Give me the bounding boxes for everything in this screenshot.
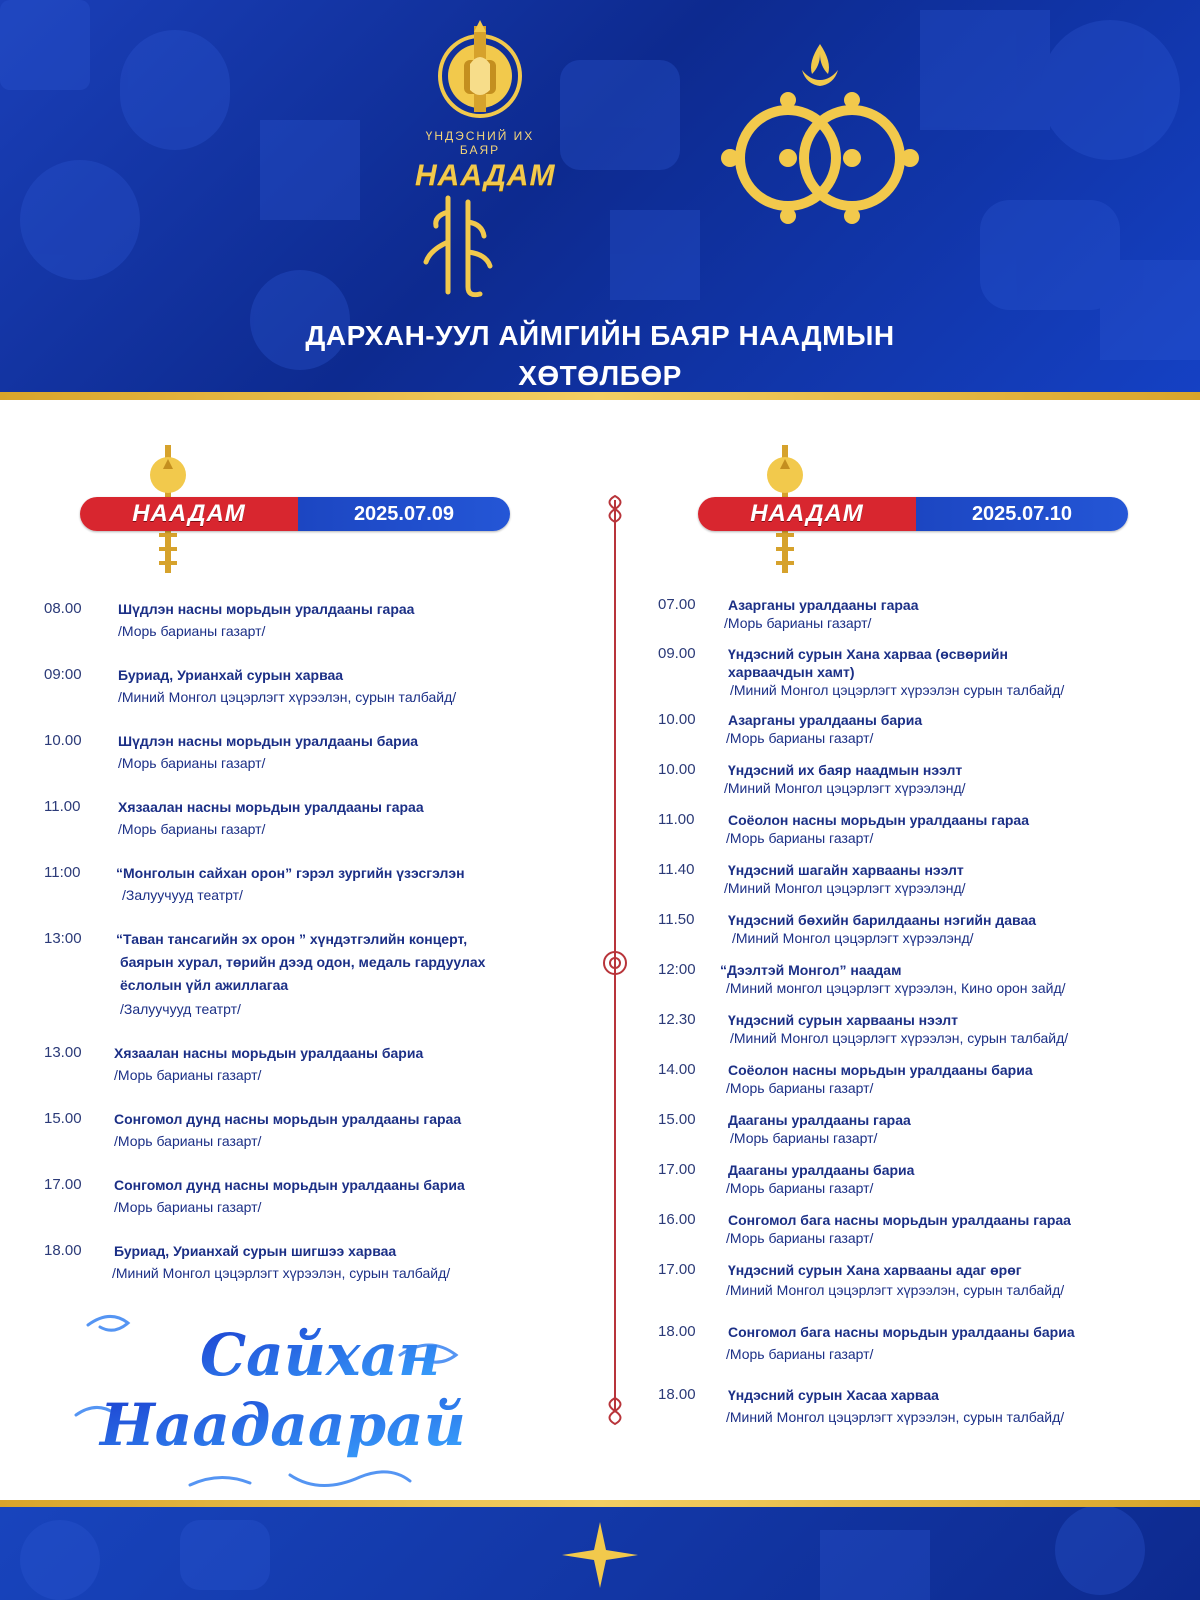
event-name: Азарганы уралдааны бариа <box>728 712 923 728</box>
event-name: Сонгомол бага насны морьдын уралдааны бариа <box>728 1324 1075 1340</box>
event-name: Үндэсний бөхийн барилдааны нэгийн даваа <box>728 912 1037 928</box>
event-place: /Морь барианы газарт/ <box>114 1133 262 1149</box>
event-name-line-1: Үндэсний сурын Хана харваа (өсвөрийн <box>728 646 1008 662</box>
day1-badge <box>80 497 510 531</box>
greeting-line-2: Наадаарай <box>100 1391 466 1459</box>
greeting-calligraphy <box>70 1305 480 1495</box>
footer-star-ornament-icon <box>560 1520 640 1590</box>
event-time: 11.50 <box>658 911 695 928</box>
event-time: 16.00 <box>658 1211 696 1228</box>
event-time: 15.00 <box>44 1110 82 1127</box>
footer-gold-stripe <box>0 1500 1200 1507</box>
event-time: 18.00 <box>44 1242 82 1259</box>
event-time: 07.00 <box>658 596 696 613</box>
day2-date: 2025.07.10 <box>916 497 1128 531</box>
event-place: /Миний Монгол цэцэрлэгт хүрээлэнд/ <box>724 880 966 896</box>
event-name-line-3: ёслолын үйл ажиллагаа <box>120 977 289 993</box>
day1-date: 2025.07.09 <box>298 497 510 531</box>
event-place: /Морь барианы газарт/ <box>726 1230 874 1246</box>
event-name: Үндэсний сурын харвааны нээлт <box>728 1012 959 1028</box>
event-place: /Миний Монгол цэцэрлэгт хүрээлэн, сурын талбайд/ <box>118 689 457 705</box>
event-name: Сонгомол дунд насны морьдын уралдааны гараа <box>114 1111 462 1127</box>
page-title <box>0 316 1200 396</box>
event-name: Дааганы уралдааны бариа <box>728 1162 915 1178</box>
event-place: /Миний Монгол цэцэрлэгт хүрээлэн, сурын талбайд/ <box>726 1282 1065 1298</box>
title-line-1: ДАРХАН-УУЛ АЙМГИЙН БАЯР НААДМЫН <box>305 320 895 351</box>
event-place: /Морь барианы газарт/ <box>730 1130 878 1146</box>
swirl-ornament-icon <box>88 1316 128 1330</box>
event-place: /Морь барианы газарт/ <box>118 755 266 771</box>
event-name: Буриад, Урианхай сурын харваа <box>118 667 344 683</box>
event-time: 10.00 <box>658 761 696 778</box>
event-place: /Морь барианы газарт/ <box>726 730 874 746</box>
day2-badge <box>698 497 1128 531</box>
soyombo-symbol-icon <box>720 40 920 240</box>
event-time: 09.00 <box>658 645 696 662</box>
event-time: 11.40 <box>658 861 695 878</box>
event-time: 10.00 <box>44 732 82 749</box>
event-place: /Морь барианы газарт/ <box>118 821 266 837</box>
event-time: 10.00 <box>658 711 696 728</box>
event-name: Дааганы уралдааны гараа <box>728 1112 911 1128</box>
event-name: Сонгомол бага насны морьдын уралдааны гараа <box>728 1212 1071 1228</box>
event-place: /Миний Монгол цэцэрлэгт хүрээлэн, сурын талбайд/ <box>112 1265 451 1281</box>
event-name: “Дээлтэй Монгол” наадам <box>720 962 902 978</box>
event-name: Азарганы уралдааны гараа <box>728 597 919 613</box>
event-time: 12.30 <box>658 1011 696 1028</box>
event-name: Үндэсний сурын Хасаа харваа <box>728 1387 939 1403</box>
event-place: /Залуучууд театрт/ <box>122 887 243 903</box>
event-time: 12:00 <box>658 961 696 978</box>
event-name: Үндэсний сурын Хана харвааны адаг өрөг <box>728 1262 1022 1278</box>
event-place: /Миний монгол цэцэрлэгт хүрээлэн, Кино орон зайд/ <box>726 980 1066 996</box>
event-time: 11:00 <box>44 864 81 881</box>
event-time: 18.00 <box>658 1323 696 1340</box>
event-name: Хязаалан насны морьдын уралдааны бариа <box>114 1045 424 1061</box>
event-place: /Миний Монгол цэцэрлэгт хүрээлэн сурын талбайд/ <box>730 682 1065 698</box>
event-time: 15.00 <box>658 1111 696 1128</box>
event-name: Соёолон насны морьдын уралдааны бариа <box>728 1062 1033 1078</box>
event-time: 17.00 <box>44 1176 82 1193</box>
title-line-2: ХӨТӨЛБӨР <box>518 360 682 391</box>
event-place: /Миний Монгол цэцэрлэгт хүрээлэнд/ <box>732 930 974 946</box>
event-time: 13.00 <box>44 1044 82 1061</box>
event-name: Шүдлэн насны морьдын уралдааны бариа <box>118 733 419 749</box>
logo-subtitle: ҮНДЭСНИЙ ИХ БАЯР <box>425 129 535 157</box>
logo-title: НААДАМ <box>415 159 556 192</box>
event-place: /Морь барианы газарт/ <box>726 1080 874 1096</box>
event-place: /Морь барианы газарт/ <box>118 623 266 639</box>
day2-badge-label: НААДАМ <box>698 497 916 531</box>
event-name: “Монголын сайхан орон” гэрэл зургийн үзэсгэлэн <box>116 865 465 881</box>
naadam-emblem-icon <box>434 20 526 120</box>
event-time: 17.00 <box>658 1161 696 1178</box>
mongolian-script-logo-icon <box>418 192 508 302</box>
event-time: 08.00 <box>44 600 82 617</box>
event-time: 11.00 <box>658 811 695 828</box>
event-place: /Залуучууд театрт/ <box>120 1001 241 1017</box>
event-time: 14.00 <box>658 1061 696 1078</box>
event-name: Хязаалан насны морьдын уралдааны гараа <box>118 799 424 815</box>
event-name: Буриад, Урианхай сурын шигшээ харваа <box>114 1243 397 1259</box>
day1-badge-label: НААДАМ <box>80 497 298 531</box>
event-name: Шүдлэн насны морьдын уралдааны гараа <box>118 601 415 617</box>
divider-ornament-icon <box>600 494 630 524</box>
event-time: 18.00 <box>658 1386 696 1403</box>
event-place: /Морь барианы газарт/ <box>726 1346 874 1362</box>
event-place: /Миний Монгол цэцэрлэгт хүрээлэн, сурын талбайд/ <box>730 1030 1069 1046</box>
event-name: Үндэсний их баяр наадмын нээлт <box>728 762 963 778</box>
event-place: /Морь барианы газарт/ <box>114 1199 262 1215</box>
divider-ornament-icon <box>600 1396 630 1426</box>
event-name: Үндэсний шагайн харвааны нээлт <box>728 862 964 878</box>
event-name: Сонгомол дунд насны морьдын уралдааны бариа <box>114 1177 465 1193</box>
greeting-line-1: Сайхан <box>200 1321 441 1389</box>
event-place: /Морь барианы газарт/ <box>726 1180 874 1196</box>
event-place: /Морь барианы газарт/ <box>724 615 872 631</box>
event-place: /Морь барианы газарт/ <box>114 1067 262 1083</box>
event-name-line-2: харваачдын хамт) <box>728 664 855 680</box>
event-name-line-1: “Таван тансагийн эх орон ” хүндэтгэлийн концерт, <box>116 931 468 947</box>
event-place: /Морь барианы газарт/ <box>726 830 874 846</box>
event-time: 09:00 <box>44 666 82 683</box>
naadam-logo <box>415 20 556 193</box>
event-name: Соёолон насны морьдын уралдааны гараа <box>728 812 1029 828</box>
event-place: /Миний Монгол цэцэрлэгт хүрээлэн, сурын талбайд/ <box>726 1409 1065 1425</box>
header-gold-stripe <box>0 392 1200 400</box>
divider-knot-icon <box>600 945 630 981</box>
event-time: 13:00 <box>44 930 82 947</box>
event-name-line-2: баярын хурал, төрийн дээд одон, медаль гардуулах <box>120 954 486 970</box>
event-place: /Миний Монгол цэцэрлэгт хүрээлэнд/ <box>724 780 966 796</box>
header-banner <box>0 0 1200 398</box>
event-time: 11.00 <box>44 798 81 815</box>
event-time: 17.00 <box>658 1261 696 1278</box>
